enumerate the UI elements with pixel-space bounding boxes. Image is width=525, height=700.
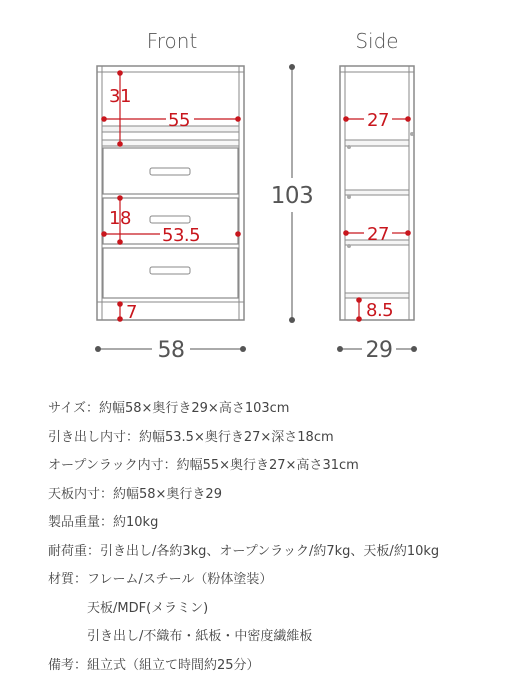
- front-title: Front: [146, 29, 198, 53]
- side-leg-height-label: 8.5: [366, 300, 394, 321]
- spec-rack-inner: オープンラック内寸：約幅55×奥行き27×高さ31cm: [48, 458, 359, 473]
- front-drawer-width-label: 53.5: [162, 225, 201, 246]
- side-title: Side: [355, 29, 399, 53]
- spec-drawer-inner: 引き出し内寸：約幅53.5×奥行き27×深さ18cm: [48, 429, 334, 445]
- side-shelf-depth-label: 27: [367, 110, 389, 131]
- spec-size: サイズ：約幅58×奥行き29×高さ103cm: [48, 401, 290, 416]
- side-drawer-depth-label: 27: [367, 224, 389, 245]
- front-leg-height-label: 7: [126, 302, 137, 323]
- front-leg-height-dim: [117, 301, 123, 322]
- spec-material-2: 天板/MDF(メラミン): [87, 600, 209, 616]
- overall-depth-label: 29: [365, 338, 393, 363]
- overall-height-label: 103: [270, 183, 314, 209]
- spec-note: 備考：組立式（組立て時間約25分）: [48, 657, 260, 673]
- front-drawer-height-label: 18: [109, 208, 131, 229]
- spec-weight: 製品重量：約10kg: [48, 515, 159, 530]
- front-shelf-width-label: 55: [168, 110, 190, 131]
- spec-list: [48, 395, 508, 680]
- side-view-illustration: [340, 66, 414, 320]
- spec-material-3: 引き出し/不織布・紙板・中密度繊維板: [87, 629, 313, 644]
- front-shelf-height-label: 31: [109, 86, 131, 107]
- spec-load: 耐荷重：引き出し/各約3kg、オープンラック/約7kg、天板/約10kg: [48, 543, 440, 559]
- overall-width-label: 58: [157, 338, 185, 363]
- spec-top-inner: 天板内寸：約幅58×奥行き29: [48, 486, 222, 502]
- spec-material-1: 材質：フレーム/スチール（粉体塗装）: [48, 572, 273, 587]
- front-shelf-height-dim: [117, 70, 123, 147]
- side-leg-height-dim: [356, 297, 362, 322]
